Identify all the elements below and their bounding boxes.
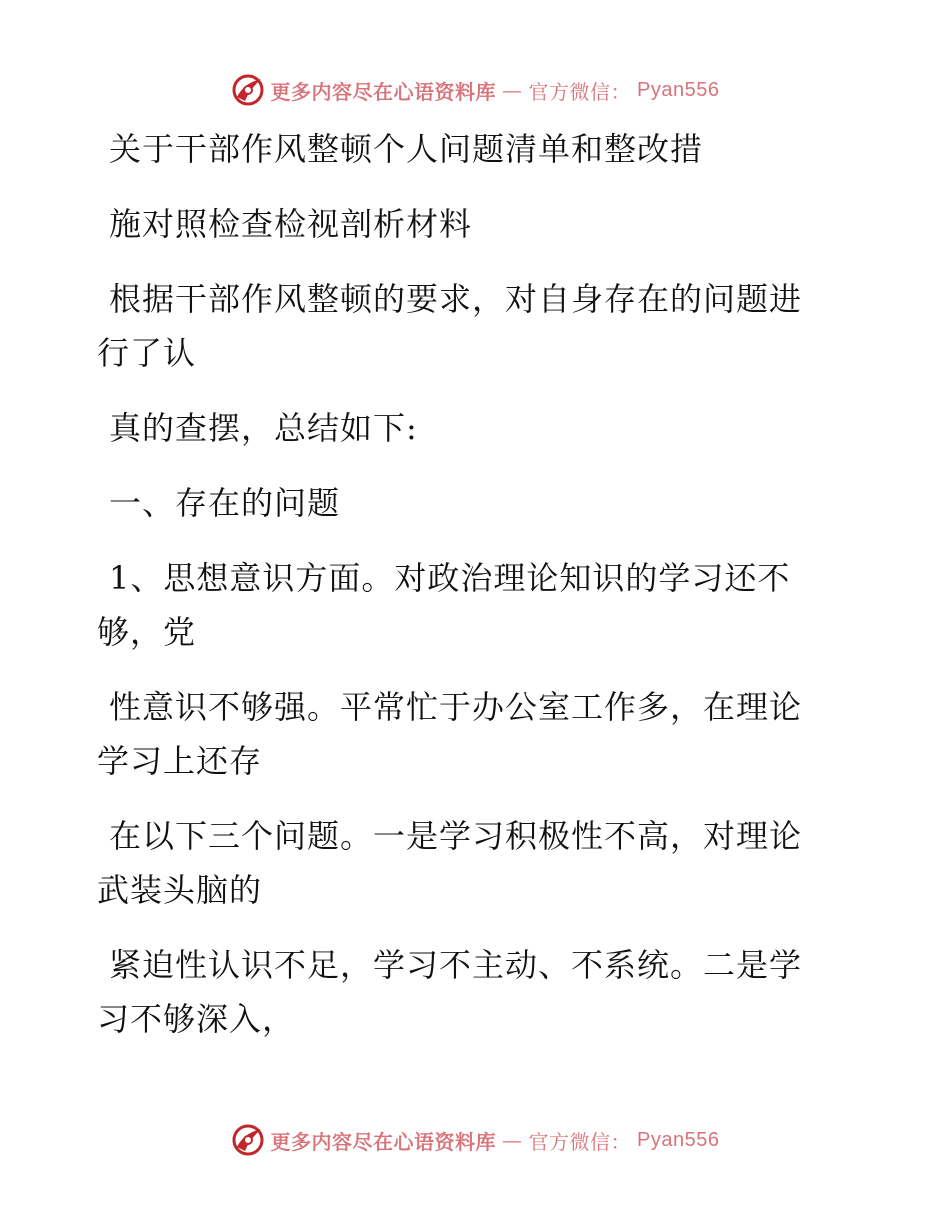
banner-wechat-label: 官方微信： <box>528 1129 632 1154</box>
banner-wechat-id: Pyan556 <box>637 1128 720 1151</box>
paragraph <box>97 272 857 380</box>
text-line: 性意识不够强。平常忙于办公室工作多，在理论 <box>109 688 803 726</box>
text-line: 紧迫性认识不足，学习不主动、不系统。二是学 <box>109 946 803 984</box>
banner-site-text: 更多内容尽在心语资料库 <box>270 1129 497 1154</box>
text-line: 习不够深入， <box>97 1000 296 1038</box>
paragraph <box>97 938 857 1046</box>
document-body <box>97 122 857 1067</box>
header-banner <box>0 68 950 112</box>
text-line: 真的查摆，总结如下: <box>109 409 418 447</box>
text-line: 在以下三个问题。一是学习积极性不高，对理论 <box>109 817 803 855</box>
document-title-line-1 <box>97 122 857 176</box>
banner-separator: — <box>502 1128 523 1152</box>
section-heading <box>97 476 857 530</box>
paragraph <box>97 401 857 455</box>
text-line: 一、存在的问题 <box>109 484 341 522</box>
text-line: 关于干部作风整顿个人问题清单和整改措 <box>109 130 704 168</box>
paragraph <box>97 680 857 788</box>
document-title-line-2 <box>97 197 857 251</box>
brush-logo-icon <box>231 1123 265 1157</box>
banner-site-text: 更多内容尽在心语资料库 <box>270 79 497 104</box>
text-line: 根据干部作风整顿的要求，对自身存在的问题进 <box>109 280 803 318</box>
text-line: 施对照检查检视剖析材料 <box>109 205 473 243</box>
text-line: 武装头脑的 <box>97 871 263 909</box>
text-line: 1、思想意识方面。对政治理论知识的学习还不 <box>109 559 791 597</box>
paragraph <box>97 551 857 659</box>
paragraph <box>97 809 857 917</box>
text-line: 学习上还存 <box>97 742 263 780</box>
text-line: 行了认 <box>97 334 197 372</box>
banner-wechat-id: Pyan556 <box>637 78 720 101</box>
brush-logo-icon <box>231 73 265 107</box>
text-line: 够，党 <box>97 613 197 651</box>
footer-banner <box>0 1118 950 1162</box>
banner-wechat-label: 官方微信： <box>528 79 632 104</box>
banner-separator: — <box>502 78 523 102</box>
